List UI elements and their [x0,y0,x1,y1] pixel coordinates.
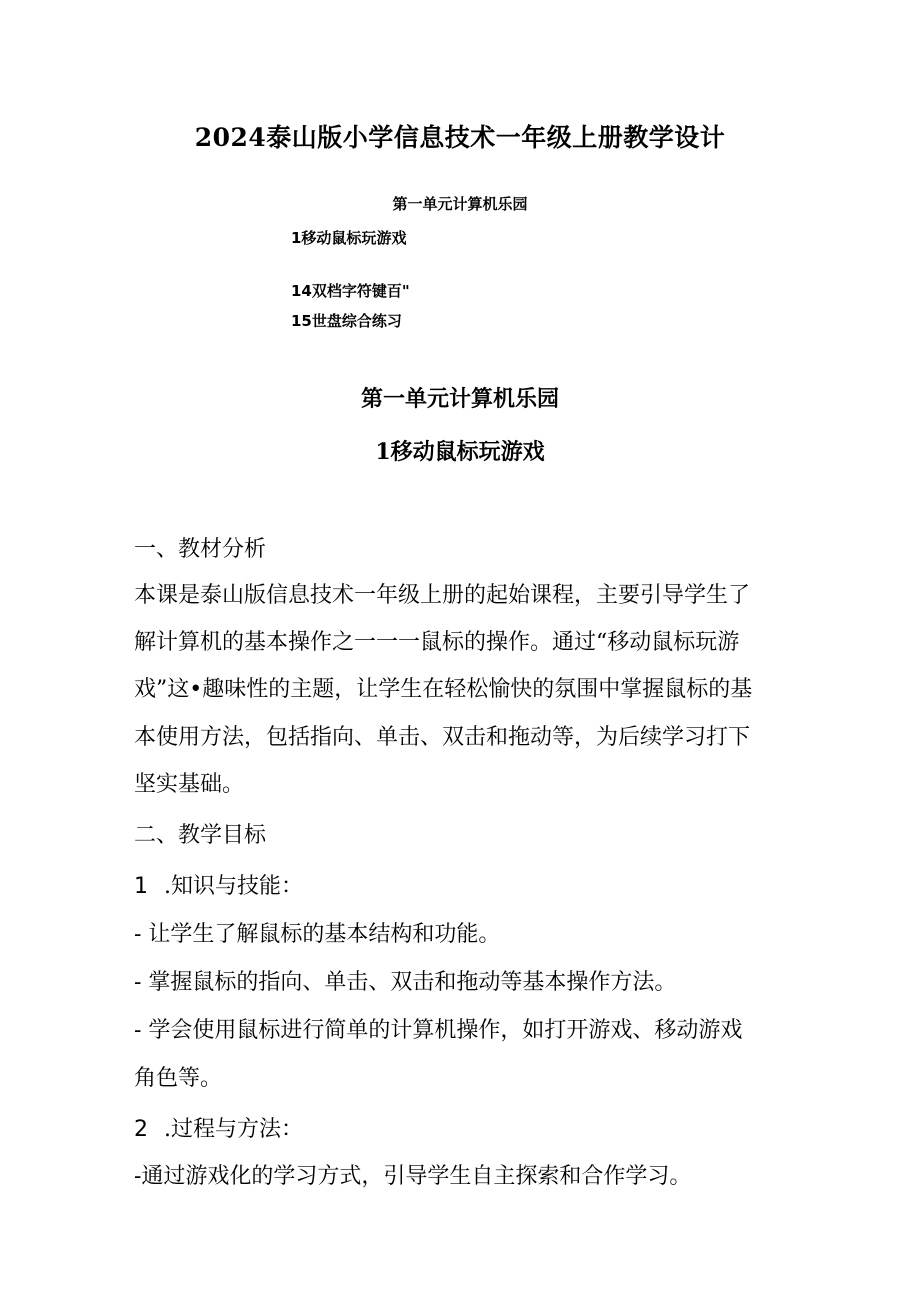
goal-point: -通过游戏化的学习方式，引导学生自主探索和合作学习。 [134,1164,692,1189]
toc-unit-title: 第一单元计算机乐园 [392,195,528,213]
paragraph-line: 本使用方法，包括指向、单击、双击和拖动等，为后续学习打下 [134,725,751,750]
goal-point: - 学会使用鼠标进行简单的计算机操作，如打开游戏、移动游戏 [134,1018,743,1043]
paragraph-line: 本课是泰山版信息技术一年级上册的起始课程，主要引导学生了 [134,583,751,608]
goal-point: - 掌握鼠标的指向、单击、双击和拖动等基本操作方法。 [134,970,677,995]
lesson-heading [0,435,920,466]
goal-item-number: 2 [134,1117,148,1142]
goal-item-process [134,1112,303,1143]
section-heading-analysis: 一、教材分析 [134,537,267,562]
paragraph-line: 戏”这•趣味性的主题，让学生在轻松愉快的氛围中掌握鼠标的基 [134,677,753,702]
toc-item: 14双档字符键百" [291,282,410,300]
goal-point: - 让学生了解鼠标的基本结构和功能。 [134,922,501,947]
goal-item-number: 1 [134,874,148,899]
toc-item: 1移动鼠标玩游戏 [291,229,407,247]
goal-item-label: .知识与技能： [164,874,303,899]
goal-point: 角色等。 [134,1066,223,1091]
goal-item-knowledge [134,869,303,900]
paragraph-line: 坚实基础。 [134,772,245,797]
lesson-number: 1 [375,439,391,465]
paragraph-line: 解计算机的基本操作之一一一鼠标的操作。通过“移动鼠标玩游 [134,630,740,655]
toc-item: 15世盘综合练习 [291,312,402,330]
section-heading-goals: 二、教学目标 [134,823,267,848]
lesson-title: 移动鼠标玩游戏 [390,439,545,465]
document-title: 2024泰山版小学信息技术一年级上册教学设计 [194,123,726,152]
goal-item-label: .过程与方法： [164,1117,303,1142]
unit-heading: 第一单元计算机乐园 [360,386,559,412]
